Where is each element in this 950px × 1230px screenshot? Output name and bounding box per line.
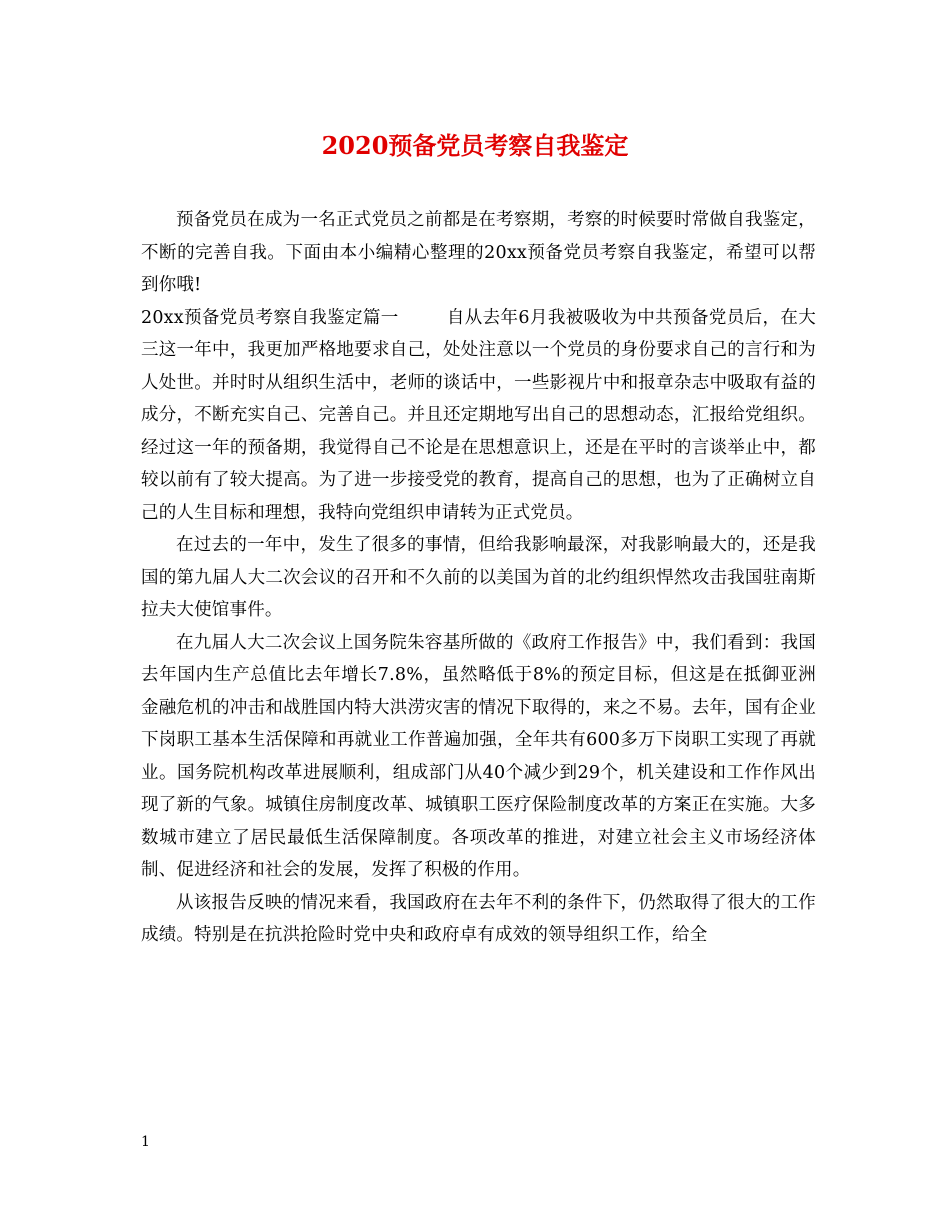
intro-paragraph: 预备党员在成为一名正式党员之前都是在考察期，考察的时候要时常做自我鉴定，不断的完善自我。下面由本小编精心整理的20xx预备党员考察自我鉴定，希望可以帮到你哦! bbox=[141, 210, 816, 295]
section-paragraph bbox=[141, 302, 816, 530]
page-number: 1 bbox=[141, 1134, 150, 1150]
document-title: 2020预备党员考察自我鉴定 bbox=[321, 131, 629, 160]
body-paragraph: 从该报告反映的情况来看，我国政府在去年不利的条件下，仍然取得了很大的工作成绩。特别是在抗洪抢险时党中央和政府卓有成效的领导组织工作，给全 bbox=[141, 892, 816, 945]
document-body bbox=[141, 204, 816, 952]
body-paragraph: 在过去的一年中，发生了很多的事情，但给我影响最深，对我影响最大的，还是我国的第九届人大二次会议的召开和不久前的以美国为首的北约组织悍然攻击我国驻南斯拉夫大使馆事件。 bbox=[141, 535, 816, 620]
section-text: 自从去年6月我被吸收为中共预备党员后，在大三这一年中，我更加严格地要求自己，处处注意以一个党员的身份要求自己的言行和为人处世。并时时从组织生活中，老师的谈话中，一些影视片中和报章杂志中吸取有益的成分，不断充实自己、完善自己。并且还定期地写出自己的思想动态，汇报给党组织。经过这一年的预备期，我觉得自己不论是在思想意识上，还是在平时的言谈举止中，都较以前有了较大提高。为了进一步接受党的教育，提高自己的思想，也为了正确树立自己的人生目标和理想，我特向党组织申请转为正式党员。 bbox=[141, 307, 816, 523]
section-heading: 20xx预备党员考察自我鉴定篇一 bbox=[141, 307, 399, 328]
body-paragraph: 在九届人大二次会议上国务院朱容基所做的《政府工作报告》中，我们看到：我国去年国内生产总值比去年增长7.8%，虽然略低于8%的预定目标，但这是在抵御亚洲金融危机的冲击和战胜国内特大洪涝灾害的情况下取得的，来之不易。去年，国有企业下岗职工基本生活保障和再就业工作普遍加强，全年共有600多万下岗职工实现了再就业。国务院机构改革进展顺利，组成部门从40个减少到29个，机关建设和工作作风出现了新的气象。城镇住房制度改革、城镇职工医疗保险制度改革的方案正在实施。大多数城市建立了居民最低生活保障制度。各项改革的推进，对建立社会主义市场经济体制、促进经济和社会的发展，发挥了积极的作用。 bbox=[141, 632, 816, 880]
